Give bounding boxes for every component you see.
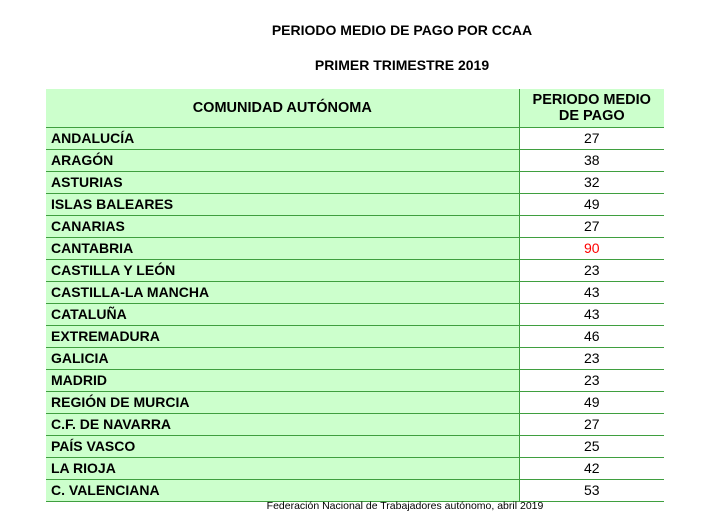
payment-period-value: 90 [519, 238, 664, 260]
region-name: CASTILLA Y LEÓN [46, 260, 519, 282]
region-name: EXTREMADURA [46, 326, 519, 348]
table-row [46, 480, 664, 502]
table-row [46, 414, 664, 436]
table-row [46, 282, 664, 304]
region-name: CANARIAS [46, 216, 519, 238]
table-row [46, 128, 664, 150]
region-name: ARAGÓN [46, 150, 519, 172]
region-name: LA RIOJA [46, 458, 519, 480]
table-header-row [46, 89, 664, 128]
source-footnote: Federación Nacional de Trabajadores autónomo, abril 2019 [266, 500, 544, 512]
payment-period-value: 43 [519, 282, 664, 304]
region-name: REGIÓN DE MURCIA [46, 392, 519, 414]
region-name: ANDALUCÍA [46, 128, 519, 150]
column-header-period-line2: DE PAGO [558, 108, 625, 124]
page-title: PERIODO MEDIO DE PAGO POR CCAA [271, 22, 533, 38]
payment-period-value: 27 [519, 128, 664, 150]
payment-period-table [46, 89, 664, 502]
payment-period-value: 46 [519, 326, 664, 348]
payment-period-value: 42 [519, 458, 664, 480]
payment-period-value: 32 [519, 172, 664, 194]
table-row [46, 326, 664, 348]
table-row [46, 194, 664, 216]
payment-period-value: 25 [519, 436, 664, 458]
region-name: PAÍS VASCO [46, 436, 519, 458]
region-name: ISLAS BALEARES [46, 194, 519, 216]
region-name: MADRID [46, 370, 519, 392]
column-header-period [519, 89, 664, 128]
region-name: CASTILLA-LA MANCHA [46, 282, 519, 304]
table-row [46, 260, 664, 282]
region-name: CATALUÑA [46, 304, 519, 326]
payment-period-value: 23 [519, 370, 664, 392]
payment-period-value: 38 [519, 150, 664, 172]
column-header-period-line1: PERIODO MEDIO [532, 92, 651, 108]
table-row [46, 348, 664, 370]
region-name: C.F. DE NAVARRA [46, 414, 519, 436]
column-header-region: COMUNIDAD AUTÓNOMA [46, 89, 519, 128]
payment-period-value: 27 [519, 216, 664, 238]
region-name: CANTABRIA [46, 238, 519, 260]
table-row [46, 436, 664, 458]
table-row [46, 392, 664, 414]
table-row [46, 458, 664, 480]
payment-period-value: 23 [519, 348, 664, 370]
payment-period-value: 49 [519, 392, 664, 414]
payment-period-value: 49 [519, 194, 664, 216]
table-row [46, 150, 664, 172]
table-row [46, 370, 664, 392]
table-row [46, 216, 664, 238]
table-row [46, 238, 664, 260]
table-row [46, 172, 664, 194]
page-subtitle: PRIMER TRIMESTRE 2019 [314, 57, 490, 73]
payment-period-value: 43 [519, 304, 664, 326]
region-name: GALICIA [46, 348, 519, 370]
payment-period-value: 53 [519, 480, 664, 502]
table-row [46, 304, 664, 326]
payment-period-value: 27 [519, 414, 664, 436]
region-name: ASTURIAS [46, 172, 519, 194]
region-name: C. VALENCIANA [46, 480, 519, 502]
payment-period-value: 23 [519, 260, 664, 282]
